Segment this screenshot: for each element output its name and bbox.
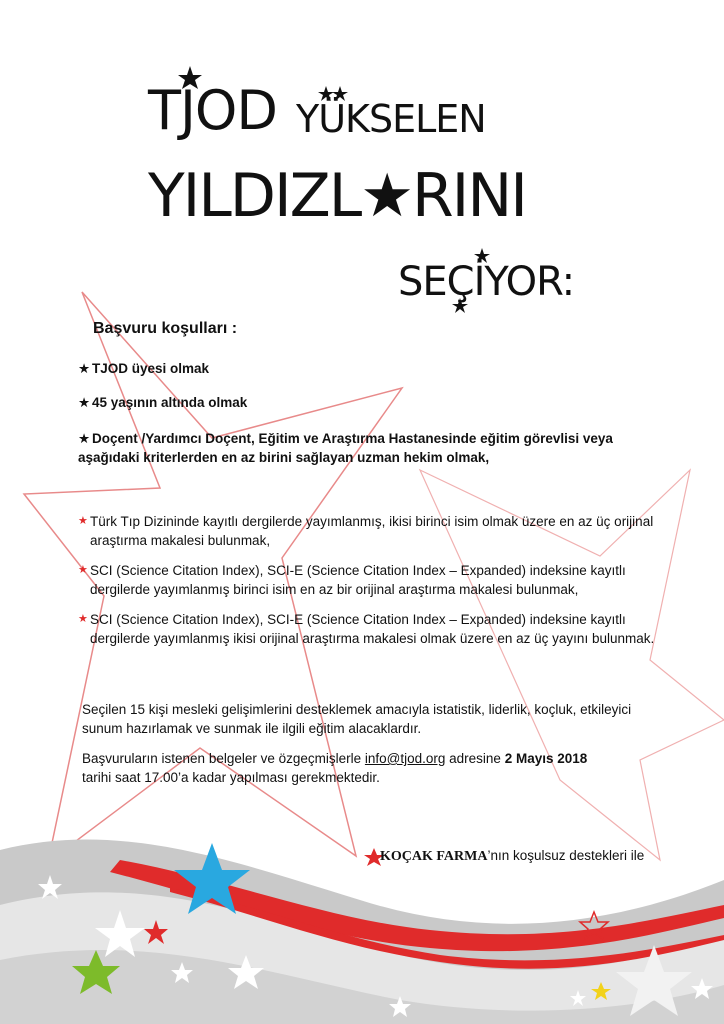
- title-yildizlarini: YILDIZL★RINI: [148, 161, 526, 231]
- sponsor-brand: KOÇAK FARMA: [380, 849, 488, 864]
- condition-item: ★ TJOD üyesi olmak: [78, 361, 210, 376]
- criteria-item: ★ SCI (Science Citation Index), SCI-E (Science Citation Index – Expanded) indeksine kayıtlı dergilerde yayımlanmış birinci isim en az bir orijinal araştırma makalesi bulunmak,: [78, 563, 626, 597]
- criteria-item: ★ SCI (Science Citation Index), SCI-E (Science Citation Index – Expanded) indeksine kayıtlı dergilerde yayımlanmış ikisi orijinal araştırma makalesi olmak üzere en az üç yayını bulunmak.: [78, 612, 655, 646]
- training-paragraph: Seçilen 15 kişi mesleki gelişimlerini desteklemek amacıyla istatistik, liderlik, koçluk, etkileyici sunum hazırlamak ve sunmak ile ilgili eğitim alacaklardır.: [82, 702, 632, 736]
- deadline-paragraph: Başvuruların istenen belgeler ve özgeçmişlerle info@tjod.org adresine 2 Mayıs 2018 tarihi saat 17.00’a kadar yapılması gerekmektedir.: [82, 751, 588, 785]
- condition-item: ★ 45 yaşının altında olmak: [78, 395, 248, 410]
- email-link[interactable]: info@tjod.org: [364, 751, 446, 766]
- red-star-bullet-icon: ★: [78, 564, 88, 576]
- criteria-item: ★ Türk Tıp Dizininde kayıtlı dergilerde yayımlanmış, ikisi birinci isim olmak üzere en az üç orijinal araştırma makalesi bulunmak,: [78, 514, 654, 548]
- red-star-bullet-icon: ★: [78, 515, 88, 527]
- title-yukselen: YÜKSELEN: [296, 97, 486, 141]
- star-bullet-icon: ★: [78, 431, 91, 446]
- title-seciyor: SEÇİYOR:: [398, 259, 575, 305]
- star-bullet-icon: ★: [78, 361, 91, 376]
- deadline-date: 2 Mayıs 2018: [504, 751, 588, 766]
- title-tjod: TJOD: [148, 79, 277, 142]
- red-star-bullet-icon: ★: [78, 613, 88, 625]
- condition-item: ★ Doçent /Yardımcı Doçent, Eğitim ve Araştırma Hastanesinde eğitim görevlisi veya aşağıdaki kriterlerden en az birini sağlayan uzman hekim olmak,: [78, 431, 613, 465]
- star-bullet-icon: ★: [78, 395, 91, 410]
- conditions-heading: Başvuru koşulları :: [93, 320, 238, 337]
- sponsor-line: KOÇAK FARMA’nın koşulsuz destekleri ile: [380, 848, 645, 864]
